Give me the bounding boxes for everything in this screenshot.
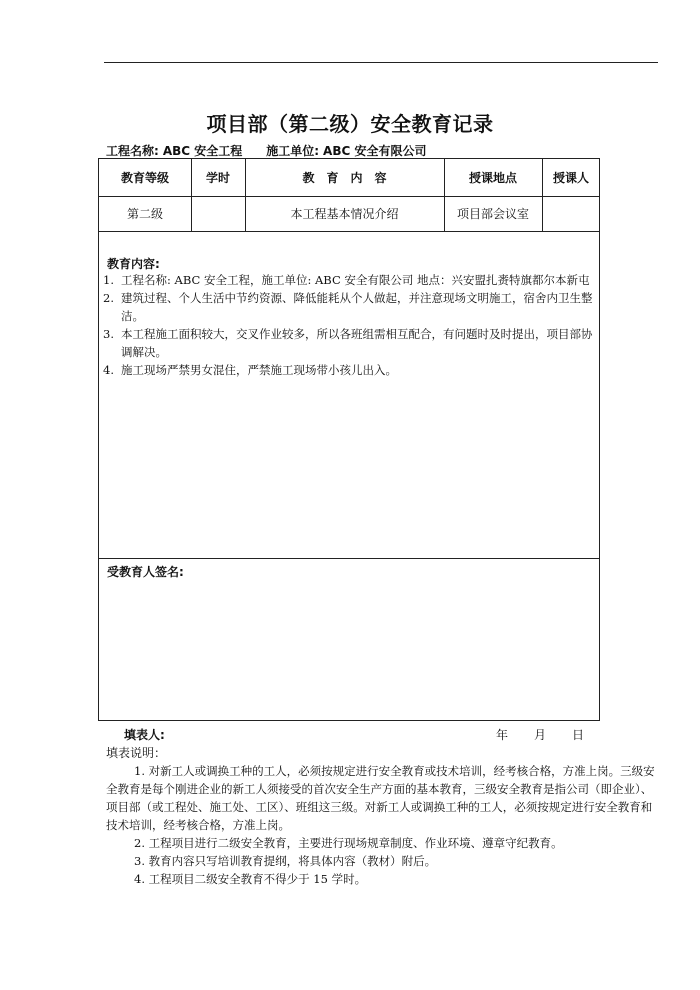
page-title: 项目部（第二级）安全教育记录 [206, 112, 494, 136]
filler-label: 填表人: [124, 728, 165, 742]
header-hours: 学时 [205, 171, 230, 185]
instructions-notes [106, 762, 660, 888]
date-fields [496, 726, 610, 743]
list-item: 1. 工程名称: ABC 安全工程，施工单位: ABC 安全有限公司 地点：兴安盟扎赉特旗都尔本新屯 [103, 273, 590, 287]
header-rule [104, 62, 658, 63]
project-name-value: ABC 安全工程 [162, 144, 243, 158]
construction-unit-label: 施工单位: [266, 144, 320, 158]
note-line: 3. 教育内容只写培训教育提纲，将具体内容（教材）附后。 [134, 854, 437, 868]
cell-content: 本工程基本情况介绍 [290, 207, 399, 221]
project-name-label: 工程名称: [106, 144, 159, 158]
header-instructor: 授课人 [552, 171, 589, 185]
note-line: 4. 工程项目二级安全教育不得少于 15 学时。 [134, 872, 367, 886]
list-item: 2. 建筑过程、个人生活中节约资源、降低能耗从个人做起，并注意现场文明施工，宿舍内卫生整洁。 [103, 291, 593, 323]
record-form [98, 158, 600, 721]
section-divider [99, 558, 599, 559]
date-day: 日 [572, 728, 585, 742]
trainee-signature-label: 受教育人签名: [107, 565, 184, 579]
list-item: 4. 施工现场严禁男女混住，严禁施工现场带小孩儿出入。 [103, 363, 397, 377]
notes-title: 填表说明： [106, 746, 167, 760]
header-education-level: 教育等级 [120, 171, 169, 185]
list-item: 3. 本工程施工面积较大，交叉作业较多，所以各班组需相互配合，有问题时及时提出，项目部协调解决。 [103, 327, 593, 359]
table-divider [99, 231, 599, 232]
cell-hours [191, 196, 245, 231]
date-year: 年 [496, 728, 509, 742]
note-line: 2. 工程项目进行二级安全教育，主要进行现场规章制度、作业环境、遵章守纪教育。 [134, 836, 563, 850]
cell-instructor [542, 196, 600, 231]
header-location: 授课地点 [468, 171, 517, 185]
construction-unit-value: ABC 安全有限公司 [323, 144, 427, 158]
note-line: 1. 对新工人或调换工种的工人，必须按规定进行安全教育或技术培训，经考核合格，方准上岗。三级安全教育是每个刚进企业的新工人须接受的首次安全生产方面的基本教育，三级安全教育是指公司（即企业）、项目部（或工程处、施工处、工区）、班组这三级。对新工人或调换工种的工人，必须按规定进行安全教育和技术培训，经考核合格，方准上岗。 [106, 764, 655, 832]
education-content-list [103, 271, 599, 379]
project-info [106, 142, 430, 159]
date-month: 月 [534, 728, 547, 742]
cell-education-level: 第二级 [126, 207, 163, 221]
education-content-label: 教育内容: [107, 257, 160, 271]
cell-location: 项目部会议室 [456, 207, 529, 221]
header-content: 教 育 内 容 [302, 171, 387, 185]
